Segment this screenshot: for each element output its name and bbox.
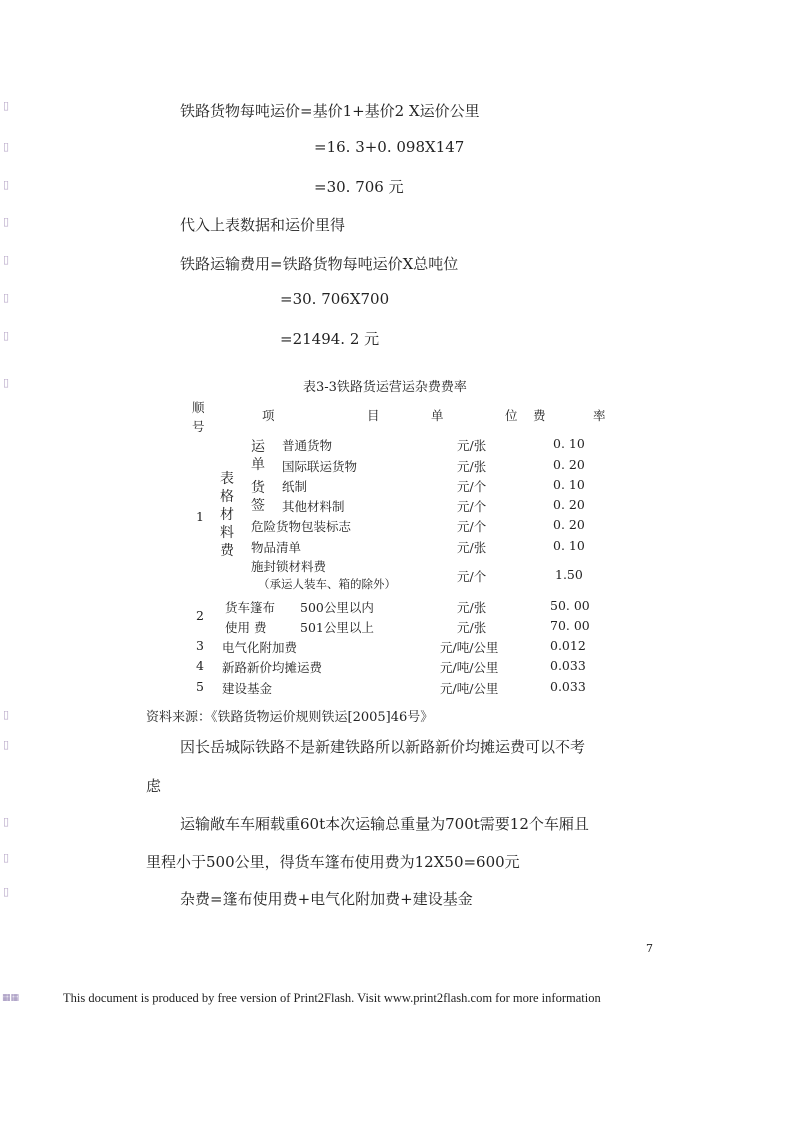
paragraph-line: 里程小于500公里，得货车篷布使用费为12X50=600元 [146, 853, 520, 871]
row-number: 1 [196, 509, 204, 524]
unit-cell: 元/吨/公里 [440, 640, 499, 655]
margin-mark: ▯ [3, 376, 10, 389]
group-label: 使用 费 [225, 620, 267, 635]
rate-cell: 1.50 [555, 567, 583, 582]
margin-mark: ▯ [3, 885, 10, 898]
item-cell: 物品清单 [251, 540, 302, 555]
rate-cell: 0. 10 [553, 436, 585, 451]
margin-mark: ▯ [3, 291, 10, 304]
item-cell: 纸制 [282, 479, 308, 494]
table-source: 资料来源：《铁路货物运价规则铁运[2005]46号》 [146, 710, 434, 725]
header-unit: 位 [505, 408, 518, 423]
unit-cell: 元/个 [457, 519, 487, 534]
rate-cell: 0.012 [550, 638, 586, 653]
item-cell: 建设基金 [222, 681, 273, 696]
header-seq: 顺 [192, 400, 205, 415]
subgroup-label: 货签 [251, 480, 265, 514]
unit-cell: 元/个 [457, 479, 487, 494]
item-cell: 施封锁材料费 [251, 559, 327, 574]
item-cell: 500公里以内 [300, 600, 374, 615]
margin-mark: ▯ [3, 99, 10, 112]
unit-cell: 元/个 [457, 499, 487, 514]
subgroup-label: 运单 [251, 439, 265, 473]
row-number: 4 [196, 658, 204, 673]
header-item: 项 [262, 408, 275, 423]
text-line: 代入上表数据和运价里得 [180, 216, 346, 234]
item-note: （承运人装车、箱的除外） [258, 577, 396, 591]
rate-cell: 0.033 [550, 658, 586, 673]
margin-mark: ▯ [3, 178, 10, 191]
unit-cell: 元/张 [457, 600, 487, 615]
rate-cell: 50. 00 [550, 598, 590, 613]
formula-line: =30. 706X700 [280, 290, 390, 308]
row-number: 2 [196, 608, 204, 623]
margin-mark: ▯ [3, 140, 10, 153]
header-seq: 号 [192, 419, 205, 434]
rate-cell: 0. 20 [553, 457, 585, 472]
item-cell: 危险货物包装标志 [251, 519, 352, 534]
header-fee: 费 [533, 408, 546, 423]
rate-cell: 70. 00 [550, 618, 590, 633]
rate-cell: 0. 10 [553, 538, 585, 553]
margin-mark: ▯ [3, 253, 10, 266]
rate-cell: 0.033 [550, 679, 586, 694]
table-caption: 表3-3铁路货运营运杂费费率 [303, 380, 467, 395]
unit-cell: 元/个 [457, 569, 487, 584]
item-cell: 其他材料制 [282, 499, 345, 514]
header-rate: 率 [593, 408, 606, 423]
formula-line: =30. 706 元 [314, 178, 404, 196]
unit-cell: 元/张 [457, 540, 487, 555]
header-unit: 单 [431, 408, 444, 423]
group-label: 货车篷布 [225, 600, 276, 615]
rate-cell: 0. 20 [553, 517, 585, 532]
header-item: 目 [367, 408, 380, 423]
formula-line: =16. 3+0. 098X147 [314, 138, 465, 156]
margin-mark: ▯ [3, 708, 10, 721]
row-number: 3 [196, 638, 204, 653]
item-cell: 电气化附加费 [222, 640, 298, 655]
unit-cell: 元/吨/公里 [440, 660, 499, 675]
group-label: 表格材料费 [220, 471, 234, 559]
paragraph-line: 因长岳城际铁路不是新建铁路所以新路新价均摊运费可以不考 [180, 738, 586, 756]
paragraph-line: 杂费=篷布使用费+电气化附加费+建设基金 [180, 890, 473, 908]
paragraph-line: 虑 [146, 777, 162, 795]
item-cell: 501公里以上 [300, 620, 374, 635]
unit-cell: 元/吨/公里 [440, 681, 499, 696]
formula-line: =21494. 2 元 [280, 330, 380, 348]
footer-notice: This document is produced by free version of Print2Flash. Visit www.print2flash.com for more information [63, 991, 601, 1005]
paragraph-line: 运输敞车车厢载重60t本次运输总重量为700t需要12个车厢且 [180, 815, 589, 833]
item-cell: 国际联运货物 [282, 459, 358, 474]
rate-cell: 0. 10 [553, 477, 585, 492]
item-cell: 新路新价均摊运费 [222, 660, 323, 675]
margin-mark: ▯ [3, 815, 10, 828]
page-number: 7 [646, 942, 653, 955]
formula-line: 铁路运输费用=铁路货物每吨运价X总吨位 [180, 255, 459, 273]
row-number: 5 [196, 679, 204, 694]
margin-mark: ▯ [3, 215, 10, 228]
unit-cell: 元/张 [457, 438, 487, 453]
unit-cell: 元/张 [457, 459, 487, 474]
margin-mark: ▯ [3, 851, 10, 864]
formula-line: 铁路货物每吨运价=基价1+基价2 X运价公里 [180, 102, 480, 120]
margin-mark: ▯ [3, 738, 10, 751]
rate-cell: 0. 20 [553, 497, 585, 512]
unit-cell: 元/张 [457, 620, 487, 635]
print2flash-icon: ▦▦ [2, 993, 20, 1003]
margin-mark: ▯ [3, 329, 10, 342]
item-cell: 普通货物 [282, 438, 333, 453]
